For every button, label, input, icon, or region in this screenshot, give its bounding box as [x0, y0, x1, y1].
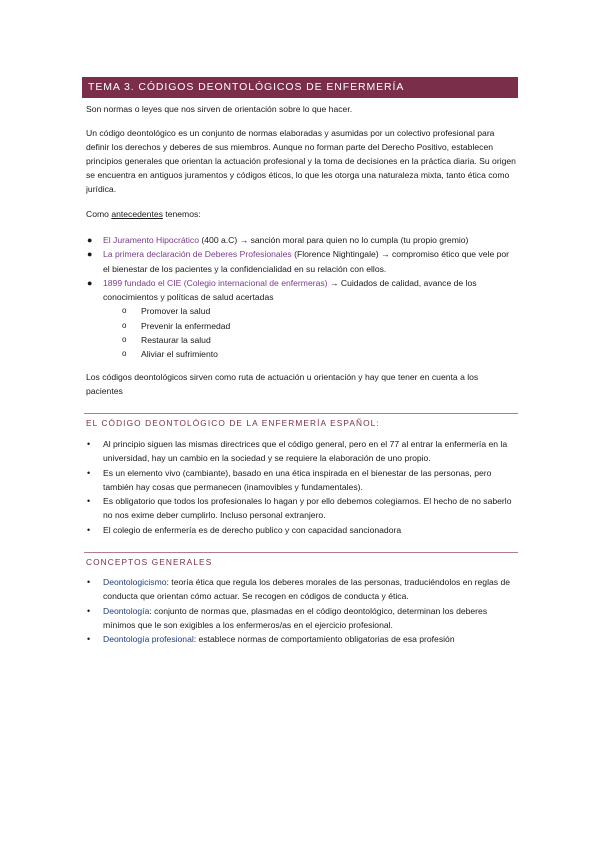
item-highlight: 1899 fundado el CIE (Colegio internacional de enfermeras)	[103, 277, 328, 288]
item-text: Al principio siguen las mismas directrices que el código general, pero en el 77 al entrar la enfermería en la universidad, hay un cambio en la sociedad y se requiere la elaboración de uno propio.	[103, 439, 508, 464]
list-item	[86, 494, 518, 523]
sublist-item	[103, 304, 518, 318]
list-item	[86, 466, 518, 495]
sublist-item-text: Promover la salud	[141, 306, 211, 317]
item-text: El colegio de enfermería es de derecho publico y con capacidad sancionadora	[103, 524, 402, 535]
concept-definition: : establece normas de comportamiento obligatorias de esa profesión	[193, 634, 455, 645]
circle-bullet-icon: o	[122, 320, 127, 330]
item-text: → Cuidados de calidad, avance de los conocimientos y políticas de salud acertadas	[103, 277, 477, 303]
circle-bullet-icon: o	[122, 349, 127, 359]
concept-definition: : conjunto de normas que, plasmadas en el código deontológico, determinan los deberes mínimos que le son exigibles a los enfermeros/as en el ejercicio profesional.	[103, 605, 488, 630]
item-text: Es obligatorio que todos los profesionales lo hagan y por ello debemos colegiarnos. El hecho de no saberlo no nos exime deber cumplirlo. Incluso personal extranjero.	[103, 496, 512, 521]
circle-bullet-icon: o	[122, 335, 127, 345]
item-text: (400 a.C) → sanción moral para quien no lo cumpla (tu propio gremio)	[199, 235, 469, 245]
ruta-paragraph: Los códigos deontológicos sirven como ruta de actuación u orientación y hay que tener en cuenta a los pacientes	[86, 372, 479, 396]
section-divider	[84, 413, 518, 414]
bullet-icon: •	[87, 467, 91, 478]
sublist-item	[103, 333, 518, 347]
bullet-icon: ●	[87, 249, 93, 260]
bullet-icon: •	[87, 577, 91, 587]
conceptos-list	[86, 575, 518, 646]
antecedentes-word: antecedentes	[111, 209, 163, 219]
concept-term: Deontología profesional	[103, 634, 194, 645]
intro-paragraph: Son normas o leyes que nos sirven de orientación sobre lo que hacer.	[86, 104, 353, 114]
bullet-icon: •	[87, 524, 91, 535]
antecedentes-suffix: tenemos:	[162, 209, 201, 219]
bullet-icon: •	[87, 496, 91, 507]
antecedentes-list	[86, 233, 518, 362]
list-item	[86, 523, 518, 537]
list-item	[86, 276, 518, 362]
cie-sublist	[103, 304, 518, 361]
sublist-item-text: Prevenir la enfermedad	[141, 320, 231, 331]
antecedentes-line	[86, 208, 516, 222]
item-highlight: El Juramento Hipocrático	[103, 235, 200, 245]
sublist-item-text: Restaurar la salud	[141, 335, 211, 346]
antecedentes-prefix: Como	[86, 209, 112, 219]
bullet-icon: •	[87, 439, 91, 449]
list-item	[86, 632, 518, 646]
list-item	[86, 604, 518, 633]
item-text: (Florence Nightingale) → compromiso ético que vele por el bienestar de los pacientes y la confidencialidad en su relación con ellos.	[103, 249, 510, 274]
bullet-icon: •	[87, 605, 91, 616]
document-title: TEMA 3. CÓDIGOS DEONTOLÓGICOS DE ENFERMERÍA	[82, 77, 518, 98]
sublist-item	[103, 319, 518, 333]
sublist-item-text: Aliviar el sufrimiento	[141, 349, 218, 360]
bullet-icon: •	[87, 634, 91, 645]
section-heading-codigo-espanol: EL CÓDIGO DEONTOLÓGICO DE LA ENFERMERÍA ESPAÑOL:	[86, 418, 380, 428]
circle-bullet-icon: o	[122, 306, 127, 316]
definition-paragraph: Un código deontológico es un conjunto de normas elaboradas y asumidas por un colectivo profesional para definir los derechos y deberes de sus miembros. Aunque no forman parte del Derecho Positivo, establecen principios generales que orientan la actuación profesional y la toma de decisiones en la práctica diaria. Su origen se encuentra en antiguos juramentos y códigos éticos, lo que les otorga una naturaleza mixta, tanto ética como jurídica.	[86, 128, 516, 194]
concept-term: Deontologicismo	[103, 577, 167, 587]
section-divider	[84, 552, 518, 553]
item-text: Es un elemento vivo (cambiante), basado en una ética inspirada en el bienestar de las personas, pero también hay cosas que permanecen (inamovibles y fundamentales).	[103, 467, 492, 492]
sublist-item	[103, 347, 518, 361]
bullet-icon: ●	[87, 235, 93, 245]
list-item	[86, 575, 518, 604]
section-heading-conceptos: CONCEPTOS GENERALES	[86, 557, 213, 567]
bullet-icon: ●	[87, 277, 93, 288]
codigo-espanol-list	[86, 437, 518, 537]
concept-term: Deontología	[103, 605, 150, 616]
list-item	[86, 233, 518, 247]
list-item	[86, 437, 518, 466]
item-highlight: La primera declaración de Deberes Profesionales	[103, 249, 292, 260]
list-item	[86, 247, 518, 276]
concept-definition: : teoría ética que regula los deberes morales de las personas, traduciéndolos en reglas de conducta que orientan cómo actuar. Se recogen en códigos de conducta y ética.	[103, 577, 511, 602]
